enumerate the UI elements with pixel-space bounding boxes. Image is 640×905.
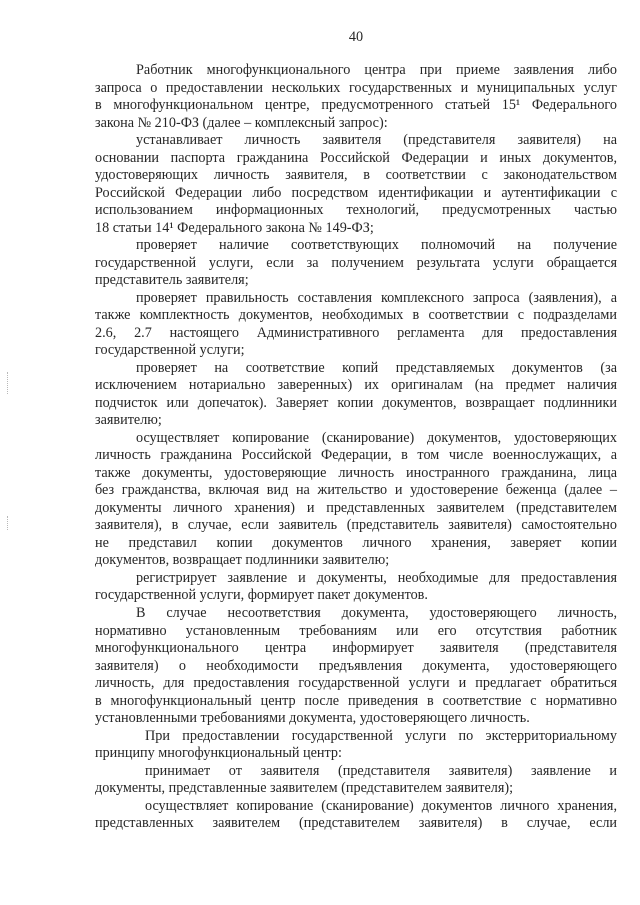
- text-line: регистрирует заявление и документы, необходимые для предоставления: [136, 569, 617, 586]
- text-line: в многофункциональный центр после приведения в соответствие с нормативно: [95, 692, 617, 709]
- text-line: При предоставлении государственной услуги по экстерриториальному: [145, 727, 617, 744]
- paragraph: [95, 132, 617, 237]
- text-line: представленных заявителем (представителем заявителя) в случае, если: [95, 815, 617, 832]
- text-line: основании паспорта гражданина Российской Федерации и иных документов,: [95, 149, 617, 166]
- scan-mark: [7, 516, 9, 530]
- paragraph: [95, 728, 617, 763]
- paragraph: [95, 430, 617, 570]
- text-line: личность гражданина Российской Федерации, в том числе военнослужащих, а: [95, 447, 617, 464]
- text-line: осуществляет копирование (сканирование) документов личного хранения,: [145, 797, 617, 814]
- paragraph: [95, 570, 617, 605]
- text-line: 2.6, 2.7 настоящего Административного регламента для предоставления: [95, 324, 617, 341]
- text-line: осуществляет копирование (сканирование) документов, удостоверяющих: [136, 429, 617, 446]
- page-number: 40: [348, 29, 364, 45]
- text-line: также комплектность документов, необходимых в соответствии с подразделами: [95, 307, 617, 324]
- text-line: Работник многофункционального центра при приеме заявления либо: [136, 62, 617, 78]
- text-line: запроса о предоставлении нескольких государственных и муниципальных услуг: [95, 79, 617, 96]
- text-line: устанавливает личность заявителя (представителя заявителя) на: [136, 132, 617, 149]
- text-line: личность, для предоставления государственной услуги и предлагает обратиться: [95, 675, 617, 692]
- text-line: без гражданства, включая вид на жительство и удостоверение беженца (далее –: [95, 482, 617, 499]
- text-line: заявителя) о необходимости предъявления документа, удостоверяющего: [95, 657, 617, 674]
- text-line: не представил копии документов личного хранения, заверяет копии: [95, 534, 617, 551]
- text-line: заявителю;: [95, 412, 162, 429]
- text-line: использованием информационных технологий, предусмотренных частью: [95, 202, 617, 219]
- text-line: 18 статьи 14¹ Федерального закона № 149-ФЗ;: [95, 219, 374, 236]
- text-line: документы, представленные заявителем (представителем заявителя);: [95, 780, 514, 797]
- text-line: нормативно установленным требованиям или его отсутствия работник: [95, 622, 617, 639]
- text-line: установленными требованиями документа, удостоверяющего личность.: [95, 710, 530, 727]
- text-line: В случае несоответствия документа, удостоверяющего личность,: [136, 604, 617, 621]
- text-line: подчисток или допечаток). Заверяет копии документов, возвращает подлинники: [95, 394, 617, 411]
- paragraph: [95, 237, 617, 290]
- paragraph: [95, 290, 617, 360]
- text-line: также документы, удостоверяющие личность иностранного гражданина, лица: [95, 464, 617, 481]
- paragraph: [95, 360, 617, 430]
- text-line: документы личного хранения) и представленных заявителем (представителем: [95, 499, 617, 516]
- text-line: в многофункциональном центре, предусмотренного статьей 15¹ Федерального: [95, 97, 617, 114]
- paragraph: [95, 798, 617, 833]
- text-line: проверяет на соответствие копий представляемых документов (за: [136, 359, 617, 376]
- text-line: исключением нотариально заверенных) их оригиналам (на предмет наличия: [95, 377, 617, 394]
- text-line: проверяет правильность составления комплексного запроса (заявления), а: [136, 289, 617, 306]
- text-line: удостоверяющих личность заявителя, в соответствии с законодательством: [95, 167, 617, 184]
- text-line: закона № 210-ФЗ (далее – комплексный запрос):: [95, 114, 388, 131]
- text-line: представитель заявителя;: [95, 272, 249, 289]
- text-line: принципу многофункциональный центр:: [95, 745, 342, 762]
- paragraph: [95, 605, 617, 728]
- text-line: принимает от заявителя (представителя заявителя) заявление и: [145, 762, 617, 779]
- text-line: государственной услуги, если за получением результата услуги обращается: [95, 254, 617, 271]
- paragraph: [95, 62, 617, 132]
- text-line: многофункционального центра информирует заявителя (представителя: [95, 640, 617, 657]
- text-line: государственной услуги, формирует пакет документов.: [95, 587, 428, 604]
- text-line: документов, возвращает подлинники заявителю;: [95, 552, 390, 569]
- document-body: [95, 62, 617, 833]
- paragraph: [95, 763, 617, 798]
- scan-mark: [7, 372, 9, 394]
- text-line: Российской Федерации либо посредством идентификации и аутентификации с: [95, 184, 617, 201]
- text-line: проверяет наличие соответствующих полномочий на получение: [136, 237, 617, 254]
- text-line: заявителя), в случае, если заявитель (представитель заявителя) самостоятельно: [95, 517, 617, 534]
- text-line: государственной услуги;: [95, 342, 245, 359]
